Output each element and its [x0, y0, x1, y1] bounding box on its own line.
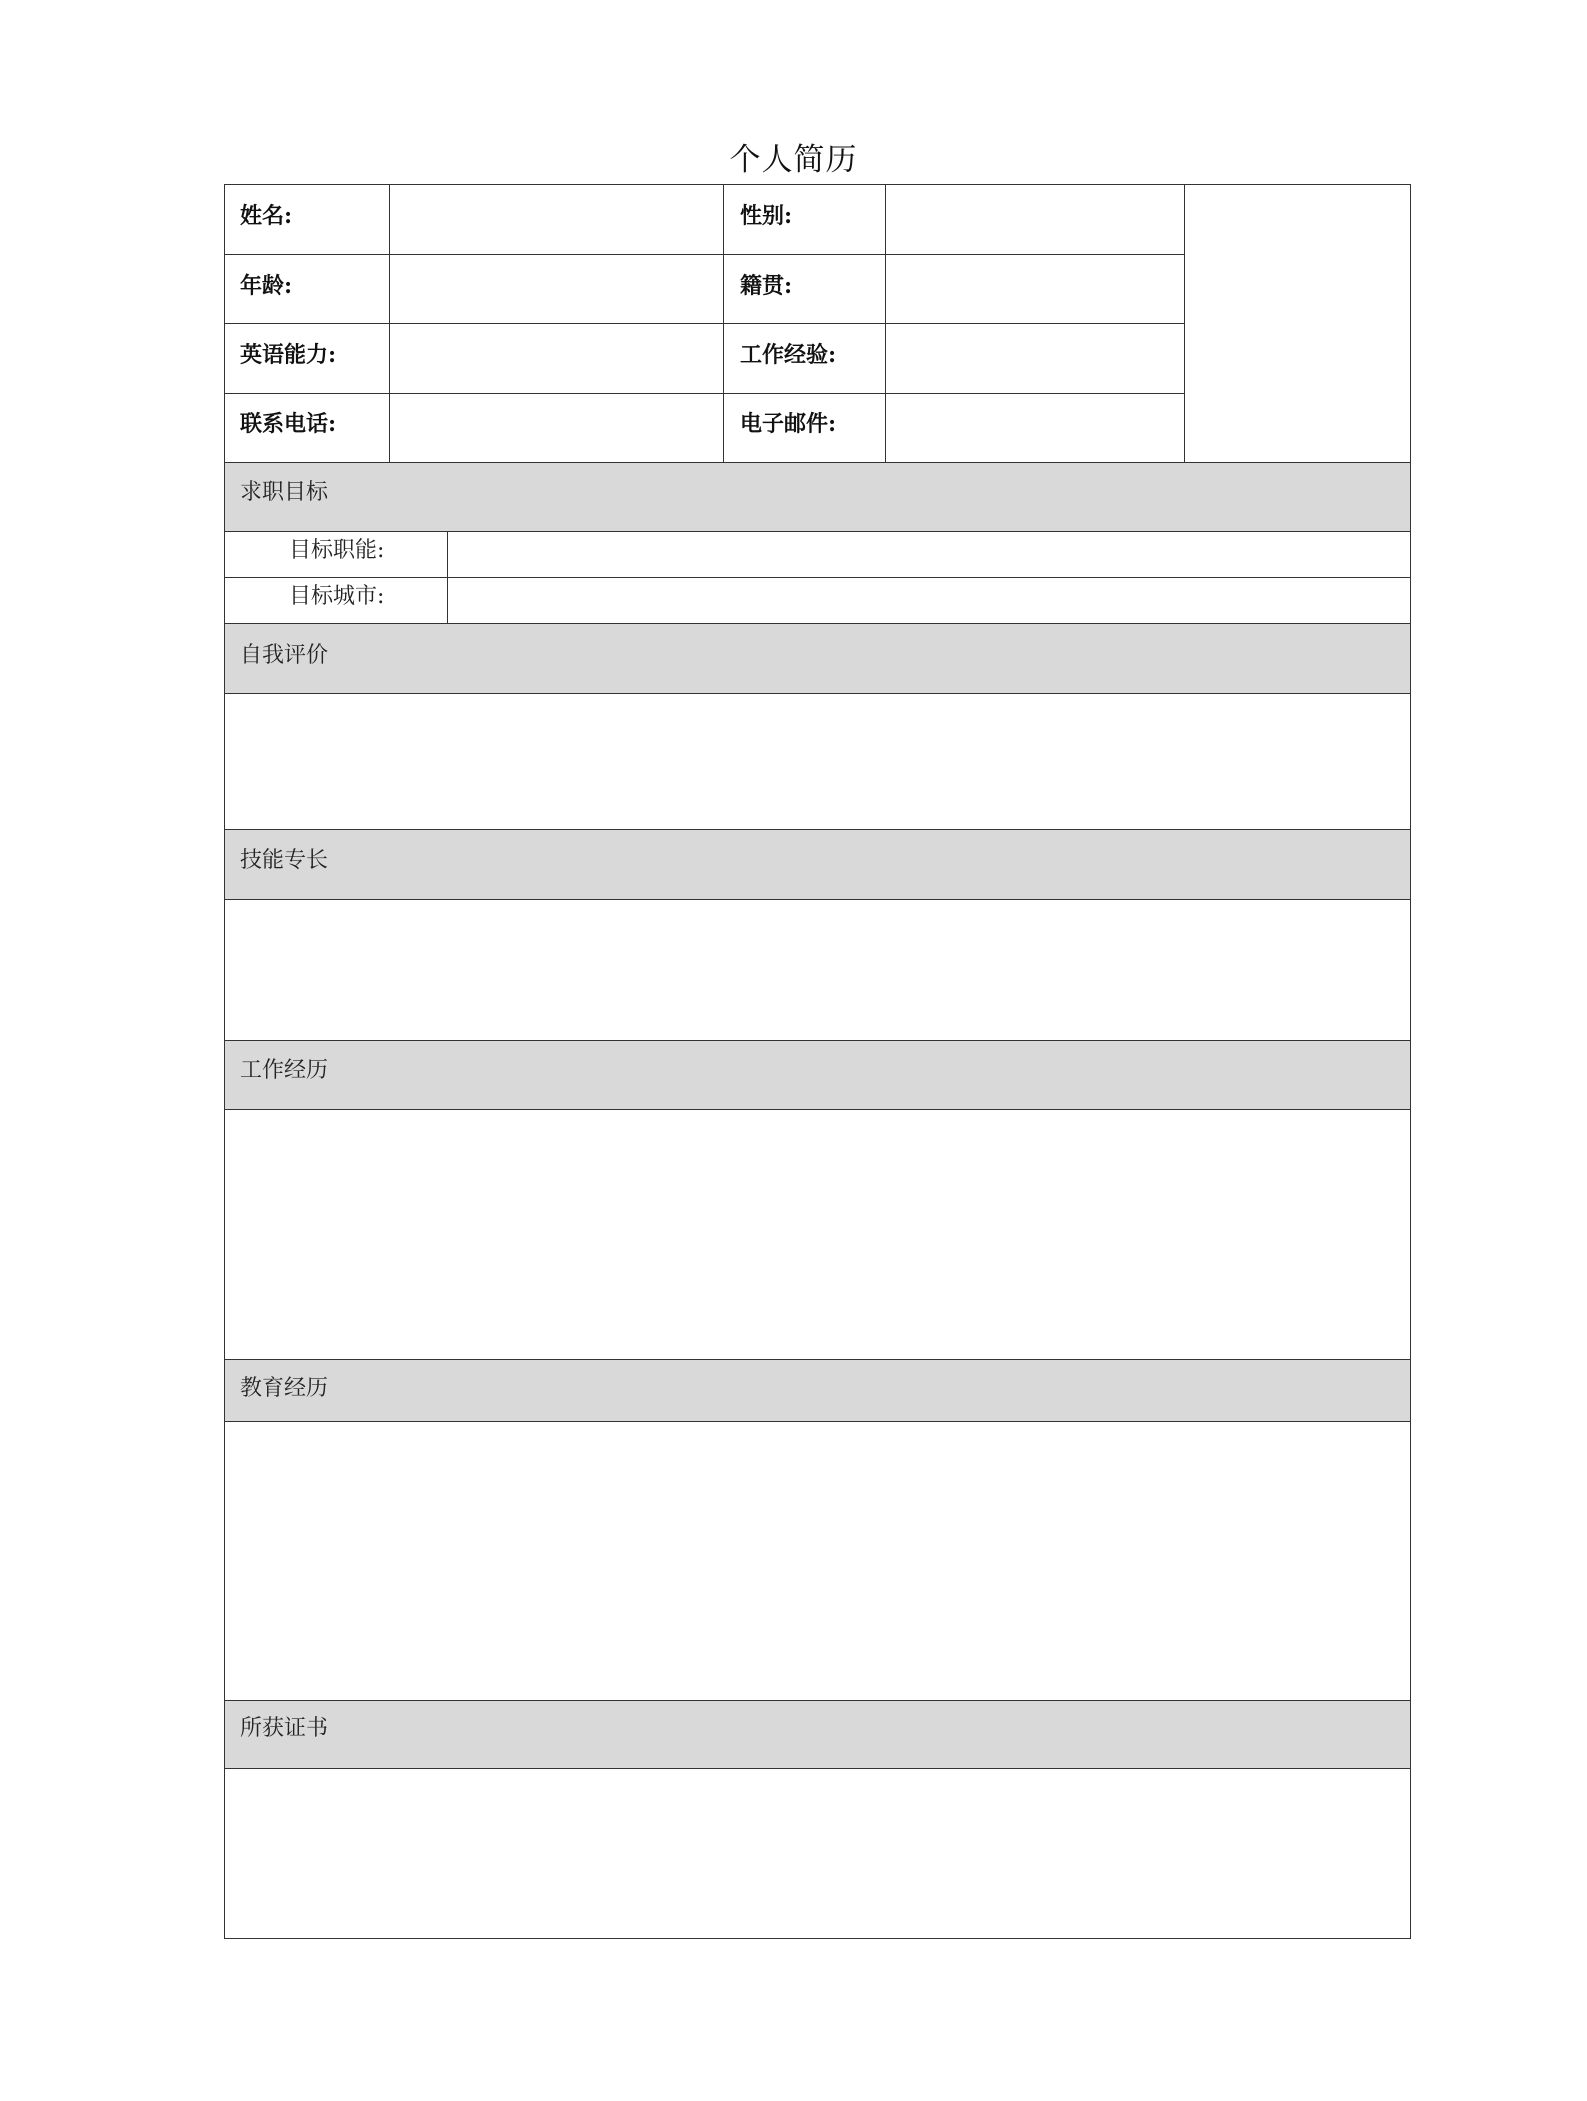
phone-label: 联系电话:: [240, 411, 337, 437]
certificates-content[interactable]: [225, 1769, 1410, 1938]
name-field[interactable]: [390, 185, 723, 254]
work-history-title: 工作经历: [240, 1058, 329, 1083]
target-function-label: 目标职能:: [289, 538, 385, 563]
education-title: 教育经历: [240, 1376, 329, 1401]
age-label: 年龄:: [240, 273, 293, 299]
target-city-field[interactable]: [448, 578, 1410, 623]
gender-field[interactable]: [886, 185, 1184, 254]
target-city-label: 目标城市:: [289, 584, 385, 609]
work-history-header: [225, 1041, 1410, 1109]
name-label: 姓名:: [240, 203, 293, 229]
photo-area[interactable]: [1185, 185, 1410, 462]
column-divider: [447, 532, 448, 623]
age-field[interactable]: [390, 255, 723, 323]
self-evaluation-header: [225, 624, 1410, 693]
education-content[interactable]: [225, 1422, 1410, 1700]
phone-field[interactable]: [390, 394, 723, 462]
email-field[interactable]: [886, 394, 1184, 462]
english-ability-field[interactable]: [390, 324, 723, 393]
gender-label: 性别:: [740, 203, 793, 229]
skills-title: 技能专长: [240, 848, 329, 873]
self-evaluation-title: 自我评价: [240, 643, 329, 668]
hometown-label: 籍贯:: [740, 273, 793, 299]
resume-title: 个人简历: [729, 142, 858, 178]
column-divider: [723, 185, 724, 462]
target-function-field[interactable]: [448, 532, 1410, 577]
job-goal-title: 求职目标: [240, 480, 329, 505]
education-header: [225, 1360, 1410, 1421]
english-ability-label: 英语能力:: [240, 342, 337, 368]
skills-header: [225, 830, 1410, 899]
work-experience-field[interactable]: [886, 324, 1184, 393]
hometown-field[interactable]: [886, 255, 1184, 323]
job-goal-header: [225, 463, 1410, 531]
email-label: 电子邮件:: [740, 411, 837, 437]
work-experience-label: 工作经验:: [740, 342, 837, 368]
self-evaluation-content[interactable]: [225, 694, 1410, 829]
skills-content[interactable]: [225, 900, 1410, 1040]
certificates-header: [225, 1701, 1410, 1768]
certificates-title: 所获证书: [240, 1716, 329, 1741]
work-history-content[interactable]: [225, 1110, 1410, 1359]
